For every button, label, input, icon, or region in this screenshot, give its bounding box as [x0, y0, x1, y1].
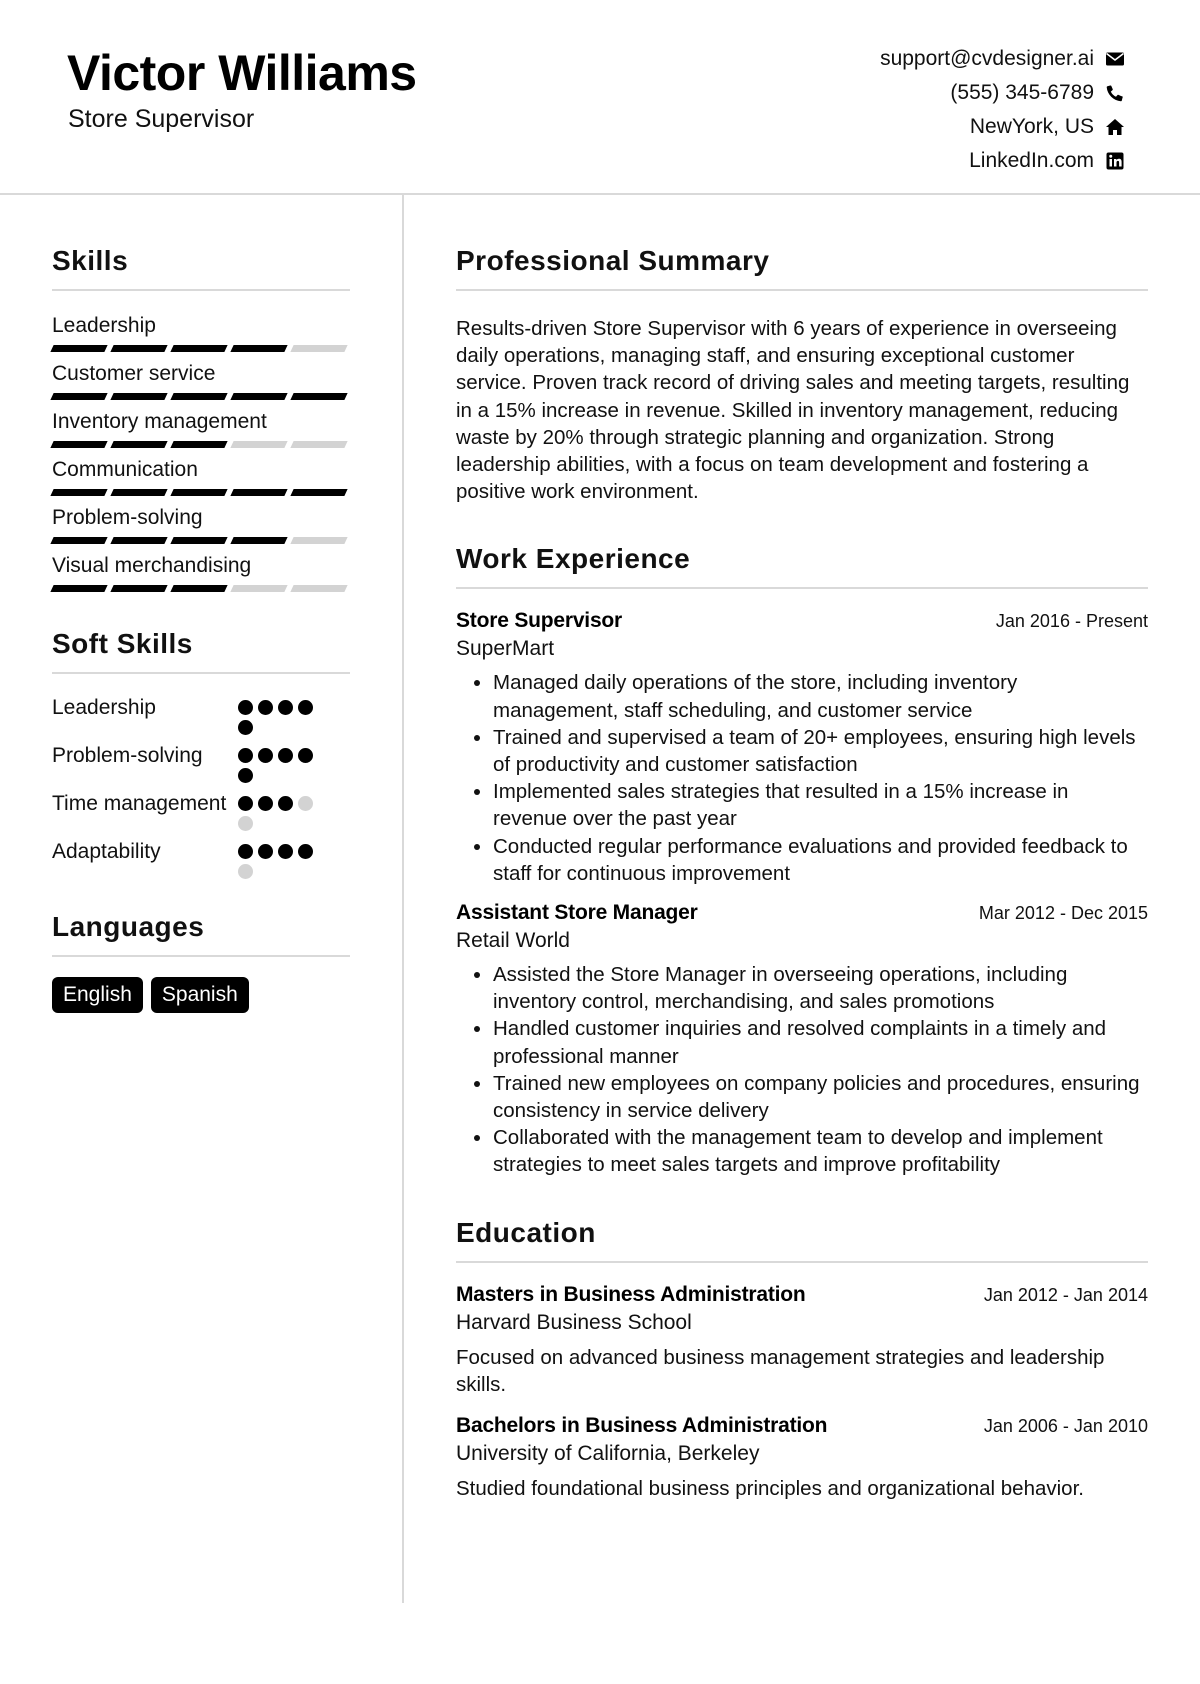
rating-dot-empty [238, 864, 253, 879]
skill-segment-filled [170, 345, 227, 352]
candidate-name: Victor Williams [67, 45, 417, 101]
soft-skill-rating [238, 838, 328, 879]
skill-segment-filled [230, 489, 287, 496]
skill-segment-filled [170, 393, 227, 400]
skill-segment-filled [110, 441, 167, 448]
skill-segment-empty [290, 345, 347, 352]
contact-phone[interactable] [880, 76, 1126, 110]
contact-linkedin[interactable] [880, 144, 1126, 178]
skill-item [52, 505, 350, 544]
skill-name: Leadership [52, 314, 156, 337]
skill-item [52, 409, 350, 448]
skill-segment-filled [170, 537, 227, 544]
languages-heading: Languages [52, 911, 350, 957]
contact-location [880, 110, 1126, 144]
job-entry [456, 901, 1148, 1179]
job-bullet: • Conducted regular performance evaluations and provided feedback to staff for continuous improvement [493, 833, 1148, 887]
education-list [456, 1283, 1148, 1503]
skills-heading: Skills [52, 245, 350, 291]
contact-list [880, 42, 1126, 178]
rating-dot-filled [278, 700, 293, 715]
skill-segment-filled [50, 537, 107, 544]
education-dates: Jan 2006 - Jan 2010 [983, 1416, 1148, 1437]
education-heading: Education [456, 1217, 1148, 1263]
skill-segment-filled [230, 537, 287, 544]
job-bullet: • Trained new employees on company policies and procedures, ensuring consistency in service delivery [493, 1070, 1148, 1124]
education-description: Focused on advanced business management strategies and leadership skills. [456, 1345, 1105, 1396]
job-company: Retail World [456, 929, 570, 953]
skill-level-bar [52, 585, 350, 592]
job-bullet: • Managed daily operations of the store, including inventory management, staff scheduling, and customer service [493, 669, 1148, 723]
soft-skill-name: Adaptability [52, 840, 161, 863]
education-entry [456, 1414, 1148, 1502]
work-list [456, 609, 1148, 1178]
skill-segment-filled [110, 585, 167, 592]
soft-skill-rating [238, 790, 328, 831]
skill-segment-empty [290, 537, 347, 544]
soft-skill-item [52, 742, 350, 783]
languages-list [52, 977, 350, 1013]
rating-dot-empty [238, 816, 253, 831]
home-icon [1104, 116, 1126, 138]
skill-segment-filled [50, 489, 107, 496]
rating-dot-filled [298, 748, 313, 763]
resume-header [0, 0, 1200, 195]
job-company: SuperMart [456, 637, 555, 661]
rating-dot-filled [238, 700, 253, 715]
language-badge: Spanish [151, 977, 249, 1013]
skill-segment-filled [110, 489, 167, 496]
skill-name: Visual merchandising [52, 554, 252, 577]
job-bullet: • Handled customer inquiries and resolved complaints in a timely and professional manner [493, 1015, 1148, 1069]
skill-name: Inventory management [52, 410, 267, 433]
skill-item [52, 457, 350, 496]
education-header [456, 1414, 1148, 1438]
skill-segment-empty [290, 585, 347, 592]
contact-email[interactable] [880, 42, 1126, 76]
job-bullets [456, 961, 1148, 1179]
rating-dot-filled [238, 796, 253, 811]
skill-level-bar [52, 345, 350, 352]
rating-dot-filled [298, 700, 313, 715]
skill-segment-filled [230, 345, 287, 352]
soft-skill-name: Problem-solving [52, 744, 203, 767]
contact-phone-text: (555) 345-6789 [950, 81, 1094, 104]
skill-level-bar [52, 489, 350, 496]
soft-skill-item [52, 838, 350, 879]
skill-segment-filled [110, 393, 167, 400]
rating-dot-filled [238, 844, 253, 859]
skill-segment-filled [290, 393, 347, 400]
skills-list [52, 313, 350, 592]
skill-segment-filled [170, 441, 227, 448]
job-bullets [456, 669, 1148, 887]
education-entry [456, 1283, 1148, 1398]
rating-dot-filled [278, 748, 293, 763]
skill-segment-filled [170, 489, 227, 496]
skill-segment-filled [110, 537, 167, 544]
job-header [456, 901, 1148, 925]
skill-segment-filled [170, 585, 227, 592]
skill-segment-filled [50, 345, 107, 352]
education-school: Harvard Business School [456, 1310, 692, 1334]
soft-skill-name: Leadership [52, 696, 156, 719]
skill-segment-empty [230, 441, 287, 448]
right-column [456, 245, 1148, 1502]
job-header [456, 609, 1148, 633]
language-badge: English [52, 977, 143, 1013]
education-dates: Jan 2012 - Jan 2014 [983, 1284, 1148, 1305]
soft-skills-list [52, 694, 350, 879]
skill-segment-filled [110, 345, 167, 352]
work-heading: Work Experience [456, 543, 1148, 589]
skill-level-bar [52, 537, 350, 544]
rating-dot-filled [258, 796, 273, 811]
education-header [456, 1283, 1148, 1307]
skill-segment-filled [230, 393, 287, 400]
soft-skill-item [52, 694, 350, 735]
job-entry [456, 609, 1148, 887]
skill-item [52, 361, 350, 400]
job-bullet: • Assisted the Store Manager in overseeing operations, including inventory control, merchandising, and sales promotions [493, 961, 1148, 1015]
column-divider [402, 195, 404, 1603]
candidate-title: Store Supervisor [68, 105, 255, 133]
skill-segment-filled [50, 441, 107, 448]
linkedin-icon [1104, 150, 1126, 172]
envelope-icon [1104, 48, 1126, 70]
job-role: Assistant Store Manager [456, 901, 698, 925]
job-bullet: • Collaborated with the management team to develop and implement strategies to meet sales targets and improve profitability [493, 1124, 1148, 1178]
contact-location-text: NewYork, US [969, 115, 1094, 138]
job-bullet: • Trained and supervised a team of 20+ employees, ensuring high levels of productivity and customer satisfaction [493, 724, 1148, 778]
education-degree: Bachelors in Business Administration [456, 1414, 828, 1438]
skill-segment-empty [290, 441, 347, 448]
soft-skill-item [52, 790, 350, 831]
education-school: University of California, Berkeley [456, 1442, 760, 1466]
skill-name: Customer service [52, 362, 216, 385]
rating-dot-empty [298, 796, 313, 811]
job-role: Store Supervisor [456, 609, 623, 633]
summary-text: Results-driven Store Supervisor with 6 years of experience in overseeing daily operations, managing staff, and ensuring exceptional customer service. Proven track record of driving sales and meeting targets, resulting in a 15% increase in revenue. Skilled in inventory management, reducing waste by 20% through strategic planning and organization. Strong leadership abilities, with a focus on team development and fostering a positive work environment. [456, 317, 1130, 504]
skill-level-bar [52, 393, 350, 400]
rating-dot-filled [238, 748, 253, 763]
contact-linkedin-text: LinkedIn.com [969, 149, 1094, 172]
skill-segment-filled [290, 489, 347, 496]
skill-level-bar [52, 441, 350, 448]
rating-dot-filled [298, 844, 313, 859]
rating-dot-filled [238, 768, 253, 783]
skill-item [52, 313, 350, 352]
education-degree: Masters in Business Administration [456, 1282, 806, 1306]
skill-name: Problem-solving [52, 506, 203, 529]
skill-segment-empty [230, 585, 287, 592]
rating-dot-filled [258, 700, 273, 715]
soft-skill-rating [238, 694, 328, 735]
rating-dot-filled [278, 844, 293, 859]
soft-skill-name: Time management [52, 792, 227, 815]
rating-dot-filled [258, 844, 273, 859]
left-column [52, 245, 350, 1013]
skill-segment-filled [50, 393, 107, 400]
rating-dot-filled [278, 796, 293, 811]
rating-dot-filled [238, 720, 253, 735]
soft-skills-heading: Soft Skills [52, 628, 350, 674]
rating-dot-filled [258, 748, 273, 763]
job-bullet: • Implemented sales strategies that resulted in a 15% increase in revenue over the past year [493, 778, 1148, 832]
job-dates: Jan 2016 - Present [995, 611, 1148, 632]
job-dates: Mar 2012 - Dec 2015 [978, 903, 1148, 924]
contact-email-text: support@cvdesigner.ai [880, 47, 1094, 70]
education-description: Studied foundational business principles and organizational behavior. [456, 1477, 1084, 1501]
phone-icon [1104, 82, 1126, 104]
skill-item [52, 553, 350, 592]
skill-segment-filled [50, 585, 107, 592]
skill-name: Communication [52, 458, 198, 481]
summary-heading: Professional Summary [456, 245, 1148, 291]
soft-skill-rating [238, 742, 328, 783]
